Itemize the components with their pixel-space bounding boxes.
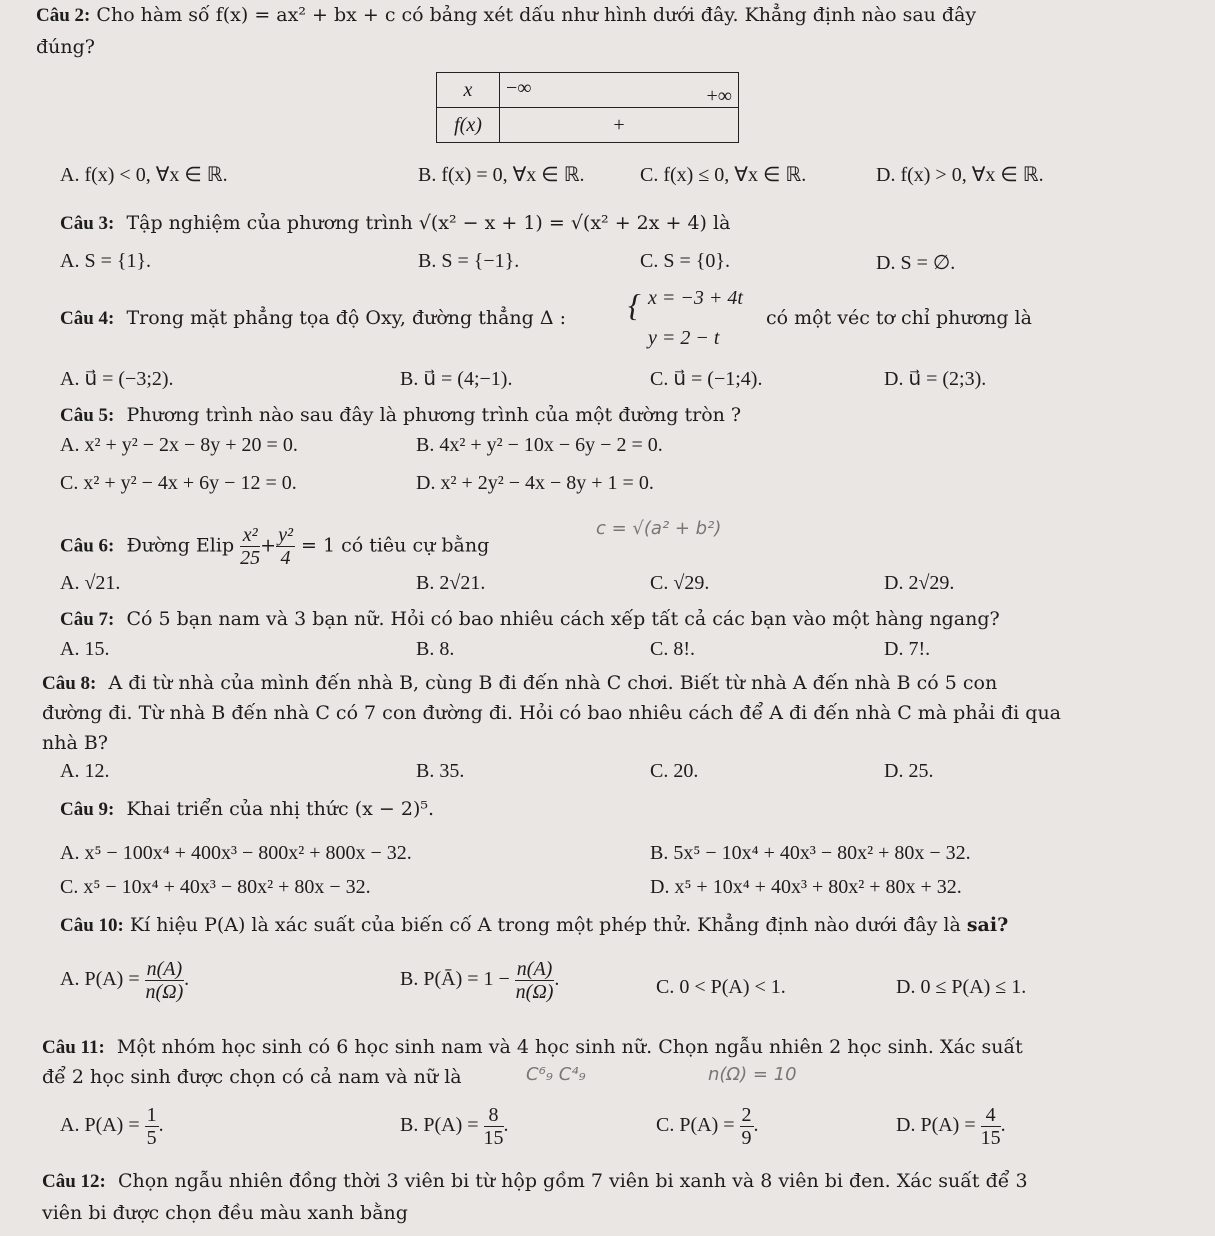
q5-option-b[interactable]: B. 4x² + y² − 10x − 6y − 2 = 0. <box>416 434 663 456</box>
q6-option-c[interactable]: C. √29. <box>650 572 710 594</box>
q2-label: Câu 2: <box>36 5 91 26</box>
q12-stem: Câu 12: Chọn ngẫu nhiên đồng thời 3 viên bi từ hộp gồm 7 viên bi xanh và 8 viên bi đen. Xác suất để 3 <box>42 1170 1028 1192</box>
q10-option-a[interactable]: A. P(A) = $\frac{n(A)}{n(\Omega)}$ . <box>60 958 190 1003</box>
q6-handwriting: c = √(a² + b²) <box>596 518 722 539</box>
q9-option-c[interactable]: C. x⁵ − 10x⁴ + 40x³ − 80x² + 80x − 32. <box>60 876 371 898</box>
q11-stem: Câu 11: Một nhóm học sinh có 6 học sinh nam và 4 học sinh nữ. Chọn ngẫu nhiên 2 học sinh. Xác suất <box>42 1036 1023 1058</box>
q7-option-b[interactable]: B. 8. <box>416 638 455 660</box>
sign-table-sign: + <box>500 108 739 143</box>
q5-option-d[interactable]: D. x² + 2y² − 4x − 8y + 1 = 0. <box>416 472 654 494</box>
q2-stem: Câu 2: Cho hàm số f(x) = ax² + bx + c có bảng xét dấu như hình dưới đây. Khẳng định nào sau đây <box>36 4 977 26</box>
q5-option-a[interactable]: A. x² + y² − 2x − 8y + 20 = 0. <box>60 434 298 456</box>
q4-stem: Câu 4: Trong mặt phẳng tọa độ Oxy, đường thẳng Δ : <box>60 307 567 329</box>
q9-option-a[interactable]: A. x⁵ − 100x⁴ + 400x³ − 800x² + 800x − 32. <box>60 842 412 864</box>
q7-stem: Câu 7: Có 5 bạn nam và 3 bạn nữ. Hỏi có bao nhiêu cách xếp tất cả các bạn vào một hàng ngang? <box>60 608 1000 630</box>
sign-table <box>436 72 739 143</box>
q11-option-c[interactable]: C. P(A) = $\frac{2}{9}$ . <box>656 1104 759 1149</box>
q8-stem-2: đường đi. Từ nhà B đến nhà C có 7 con đường đi. Hỏi có bao nhiêu cách để A đi đến nhà C mà phải đi qua <box>42 702 1062 724</box>
q7-option-c[interactable]: C. 8!. <box>650 638 695 660</box>
q3-option-d[interactable]: D. S = ∅. <box>876 252 956 274</box>
q4-brace: { <box>628 287 641 323</box>
q6-option-b[interactable]: B. 2√21. <box>416 572 486 594</box>
q2-stem-2: đúng? <box>36 36 95 58</box>
q6-frac-x: $\frac{\text{x²}}{25}$ <box>240 524 261 569</box>
q8-stem: Câu 8: A đi từ nhà của mình đến nhà B, cùng B đi đến nhà C chơi. Biết từ nhà A đến nhà B có 5 con <box>42 672 998 694</box>
q8-option-d[interactable]: D. 25. <box>884 760 934 782</box>
q2-option-c[interactable]: C. f(x) ≤ 0, ∀x ∈ ℝ. <box>640 164 807 186</box>
q7-option-a[interactable]: A. 15. <box>60 638 110 660</box>
q8-option-c[interactable]: C. 20. <box>650 760 699 782</box>
q4-option-d[interactable]: D. u⃗ = (2;3). <box>884 368 987 390</box>
q4-system-1: x = −3 + 4t <box>648 287 743 309</box>
q8-option-b[interactable]: B. 35. <box>416 760 465 782</box>
q4-stem-2: có một véc tơ chỉ phương là <box>766 307 1032 329</box>
q11-option-d[interactable]: D. P(A) = $\frac{4}{15}$ . <box>896 1104 1006 1149</box>
q6-stem: Câu 6: Đường Elip $\frac{\text{x²}}{25}$ + $\frac{\text{y²}}{4}$ = 1 có tiêu cự bằng <box>60 524 490 569</box>
q12-stem-2: viên bi được chọn đều màu xanh bằng <box>42 1202 408 1224</box>
q4-option-b[interactable]: B. u⃗ = (4;−1). <box>400 368 513 390</box>
q7-option-d[interactable]: D. 7!. <box>884 638 931 660</box>
q10-option-d[interactable]: D. 0 ≤ P(A) ≤ 1. <box>896 976 1027 998</box>
q10-option-b[interactable]: B. P(Ā) = 1 − $\frac{n(A)}{n(\Omega)}$ . <box>400 958 560 1003</box>
q9-option-b[interactable]: B. 5x⁵ − 10x⁴ + 40x³ − 80x² + 80x − 32. <box>650 842 971 864</box>
q2-option-a[interactable]: A. f(x) < 0, ∀x ∈ ℝ. <box>60 164 228 186</box>
q11-option-b[interactable]: B. P(A) = $\frac{8}{15}$ . <box>400 1104 509 1149</box>
q3-option-b[interactable]: B. S = {−1}. <box>418 250 520 272</box>
q4-option-c[interactable]: C. u⃗ = (−1;4). <box>650 368 763 390</box>
q3-stem: Câu 3: Tập nghiệm của phương trình √(x² − x + 1) = √(x² + 2x + 4) là <box>60 212 731 234</box>
q4-option-a[interactable]: A. u⃗ = (−3;2). <box>60 368 174 390</box>
q10-stem: Câu 10: Kí hiệu P(A) là xác suất của biến cố A trong một phép thử. Khẳng định nào dưới đây là sai? <box>60 914 1009 936</box>
q3-option-c[interactable]: C. S = {0}. <box>640 250 730 272</box>
q9-option-d[interactable]: D. x⁵ + 10x⁴ + 40x³ + 80x² + 80x + 32. <box>650 876 962 898</box>
q8-option-a[interactable]: A. 12. <box>60 760 110 782</box>
q5-stem: Câu 5: Phương trình nào sau đây là phương trình của một đường tròn ? <box>60 404 742 426</box>
q11-option-a[interactable]: A. P(A) = $\frac{1}{5}$ . <box>60 1104 164 1149</box>
q6-option-d[interactable]: D. 2√29. <box>884 572 955 594</box>
sign-table-f: f(x) <box>437 108 500 143</box>
q2-option-d[interactable]: D. f(x) > 0, ∀x ∈ ℝ. <box>876 164 1044 186</box>
q8-stem-3: nhà B? <box>42 732 108 754</box>
q11-handwriting-1: C⁶₉ C⁴₉ <box>526 1064 586 1085</box>
q11-stem-2: để 2 học sinh được chọn có cả nam và nữ là <box>42 1066 462 1088</box>
q11-handwriting-2: n(Ω) = 10 <box>708 1064 797 1085</box>
q9-stem: Câu 9: Khai triển của nhị thức (x − 2)⁵. <box>60 798 435 820</box>
sign-table-x: x <box>437 73 500 108</box>
q10-option-c[interactable]: C. 0 < P(A) < 1. <box>656 976 786 998</box>
q4-system-2: y = 2 − t <box>648 327 720 349</box>
q5-option-c[interactable]: C. x² + y² − 4x + 6y − 12 = 0. <box>60 472 297 494</box>
q6-frac-y: $\frac{\text{y²}}{4}$ <box>278 524 293 569</box>
sign-table-range: −∞ +∞ <box>500 73 739 108</box>
q3-option-a[interactable]: A. S = {1}. <box>60 250 152 272</box>
q6-option-a[interactable]: A. √21. <box>60 572 121 594</box>
q2-option-b[interactable]: B. f(x) = 0, ∀x ∈ ℝ. <box>418 164 585 186</box>
